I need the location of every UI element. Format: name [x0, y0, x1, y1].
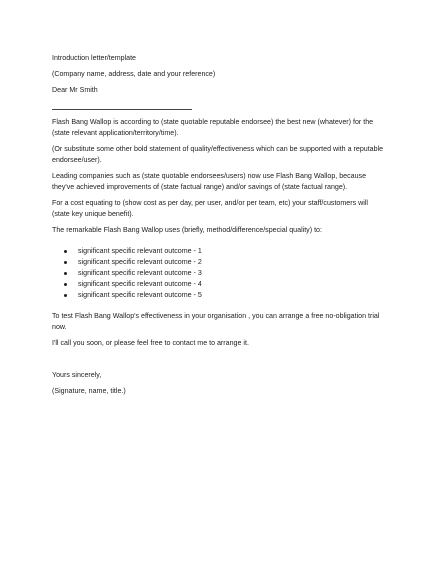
letter-heading: Introduction letter/template — [52, 54, 136, 62]
outcome-item: significant specific relevant outcome - 3 — [78, 269, 202, 277]
outcome-item: significant specific relevant outcome - 1 — [78, 247, 202, 255]
paragraph-3-line-1: Leading companies such as (state quotable endorsees/users) now use Flash Bang Wallop, because — [52, 172, 367, 180]
paragraph-1-line-1: Flash Bang Wallop is according to (state quotable reputable endorsee) the best new (whatever) for the — [52, 118, 374, 126]
outcome-item: significant specific relevant outcome - 4 — [78, 280, 202, 288]
separator-line — [52, 109, 192, 110]
bullet-icon — [64, 283, 67, 286]
bullet-icon — [64, 261, 67, 264]
sender-block: (Company name, address, date and your reference) — [52, 70, 216, 78]
paragraph-6-line-2: now. — [52, 323, 67, 331]
closing: Yours sincerely, — [52, 371, 102, 379]
paragraph-3-line-2: they've achieved improvements of (state factual range) and/or savings of (state factual range). — [52, 183, 348, 191]
paragraph-7: I'll call you soon, or please feel free to contact me to arrange it. — [52, 339, 249, 347]
paragraph-4-line-1: For a cost equating to (show cost as per day, per user, and/or per team, etc) your staff/customers will — [52, 199, 368, 207]
paragraph-1-line-2: (state relevant application/territory/time). — [52, 129, 179, 137]
paragraph-5: The remarkable Flash Bang Wallop uses (briefly, method/difference/special quality) to: — [52, 226, 322, 234]
paragraph-6-line-1: To test Flash Bang Wallop's effectiveness in your organisation , you can arrange a free no-obligation trial — [52, 312, 380, 320]
signature-line: (Signature, name, title.) — [52, 387, 126, 395]
bullet-icon — [64, 294, 67, 297]
bullet-icon — [64, 272, 67, 275]
salutation: Dear Mr Smith — [52, 86, 98, 94]
outcome-item: significant specific relevant outcome - 5 — [78, 291, 202, 299]
outcome-item: significant specific relevant outcome - 2 — [78, 258, 202, 266]
paragraph-4-line-2: (state key unique benefit). — [52, 210, 134, 218]
bullet-icon — [64, 250, 67, 253]
paragraph-2-line-1: (Or substitute some other bold statement of quality/effectiveness which can be supported with a reputable — [52, 145, 384, 153]
paragraph-2-line-2: endorsee/user). — [52, 156, 102, 164]
